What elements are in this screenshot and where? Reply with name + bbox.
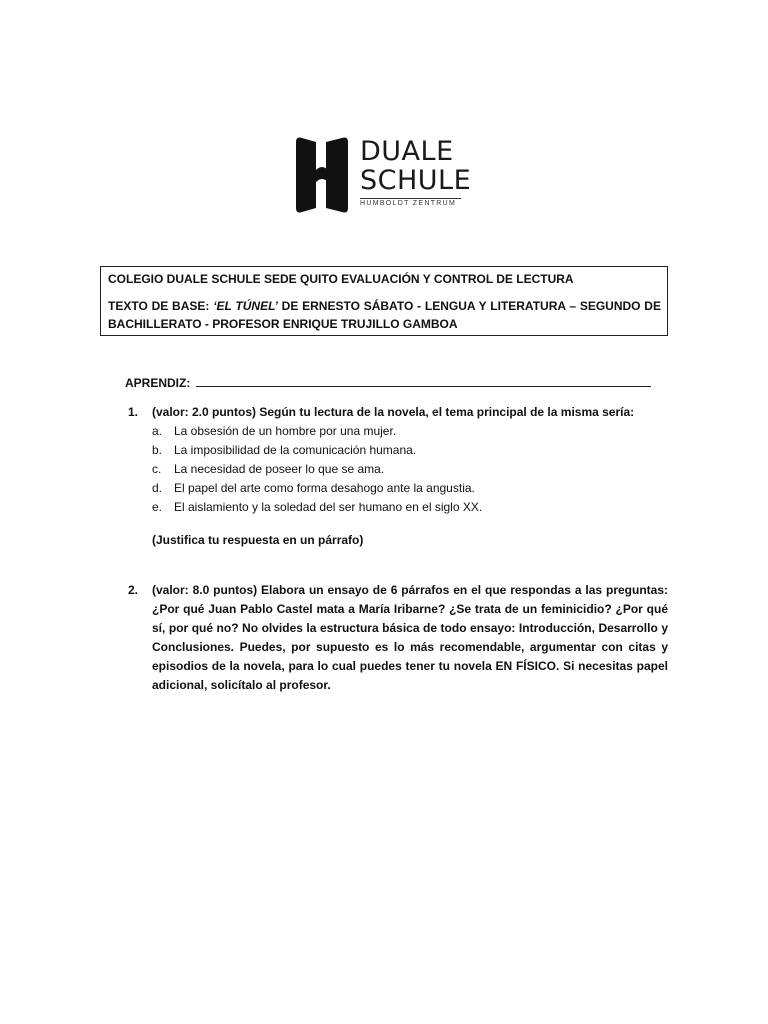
option-letter: e.	[152, 500, 163, 514]
option-e	[152, 498, 668, 517]
option-text: El papel del arte como forma desahogo ante la angustia.	[174, 481, 475, 495]
option-text: El aislamiento y la soledad del ser humano en el siglo XX.	[174, 500, 483, 514]
header-prefix: TEXTO DE BASE:	[108, 299, 214, 313]
student-name-line[interactable]	[196, 374, 651, 387]
header-line-2	[108, 297, 661, 333]
book-title: ‘EL TÚNEL’	[213, 299, 278, 313]
option-text: La obsesión de un hombre por una mujer.	[174, 424, 397, 438]
question-text: (valor: 2.0 puntos) Según tu lectura de la novela, el tema principal de la misma sería:	[152, 405, 635, 419]
logo-subtitle: HUMBOLDT ZENTRUM	[360, 200, 457, 207]
aprendiz-label: APRENDIZ:	[125, 376, 191, 390]
question-text: (valor: 8.0 puntos) Elabora un ensayo de 6 párrafos en el que respondas a las preguntas: ¿Por qué Juan Pablo Castel mata a María Iribarne? ¿Se trata de un feminicidio? ¿Por qué sí, por qué no? No olvides la estructura básica de todo ensayo: Introducción, Desarrollo y Conclusiones. Puedes, por supuesto es lo más recomendable, argumentar con citas y episodios de la novela, para lo cual puedes tener tu novela EN FÍSICO. Si necesitas papel adicional, solicítalo al profesor.	[152, 583, 668, 692]
document-header	[100, 266, 668, 336]
option-letter: b.	[152, 443, 163, 457]
option-text: La necesidad de poseer lo que se ama.	[174, 462, 385, 476]
option-d	[152, 479, 668, 498]
logo-line-2: SCHULE	[360, 165, 472, 196]
option-text: La imposibilidad de la comunicación humana.	[174, 443, 417, 457]
question-number: 1.	[128, 405, 139, 419]
option-letter: a.	[152, 424, 163, 438]
header-suffix: DE ERNESTO SÁBATO - LENGUA Y LITERATURA – SEGUNDO DE BACHILLERATO - PROFESOR ENRIQUE TRUJILLO GAMBOA	[108, 299, 661, 331]
option-c	[152, 460, 668, 479]
options-list	[128, 422, 668, 517]
student-name-field	[125, 374, 651, 390]
logo-divider	[360, 198, 461, 199]
question-2	[128, 581, 668, 695]
question-number: 2.	[128, 583, 139, 597]
header-line-1: COLEGIO DUALE SCHULE SEDE QUITO EVALUACIÓN Y CONTROL DE LECTURA	[108, 272, 574, 286]
option-b	[152, 441, 668, 460]
option-a	[152, 422, 668, 441]
question-instruction: (Justifica tu respuesta en un párrafo)	[152, 533, 364, 547]
school-logo-mark	[296, 134, 348, 216]
option-letter: d.	[152, 481, 163, 495]
question-1	[128, 403, 668, 550]
logo-line-1: DUALE	[360, 136, 454, 167]
school-logo	[296, 134, 472, 216]
option-letter: c.	[152, 462, 162, 476]
